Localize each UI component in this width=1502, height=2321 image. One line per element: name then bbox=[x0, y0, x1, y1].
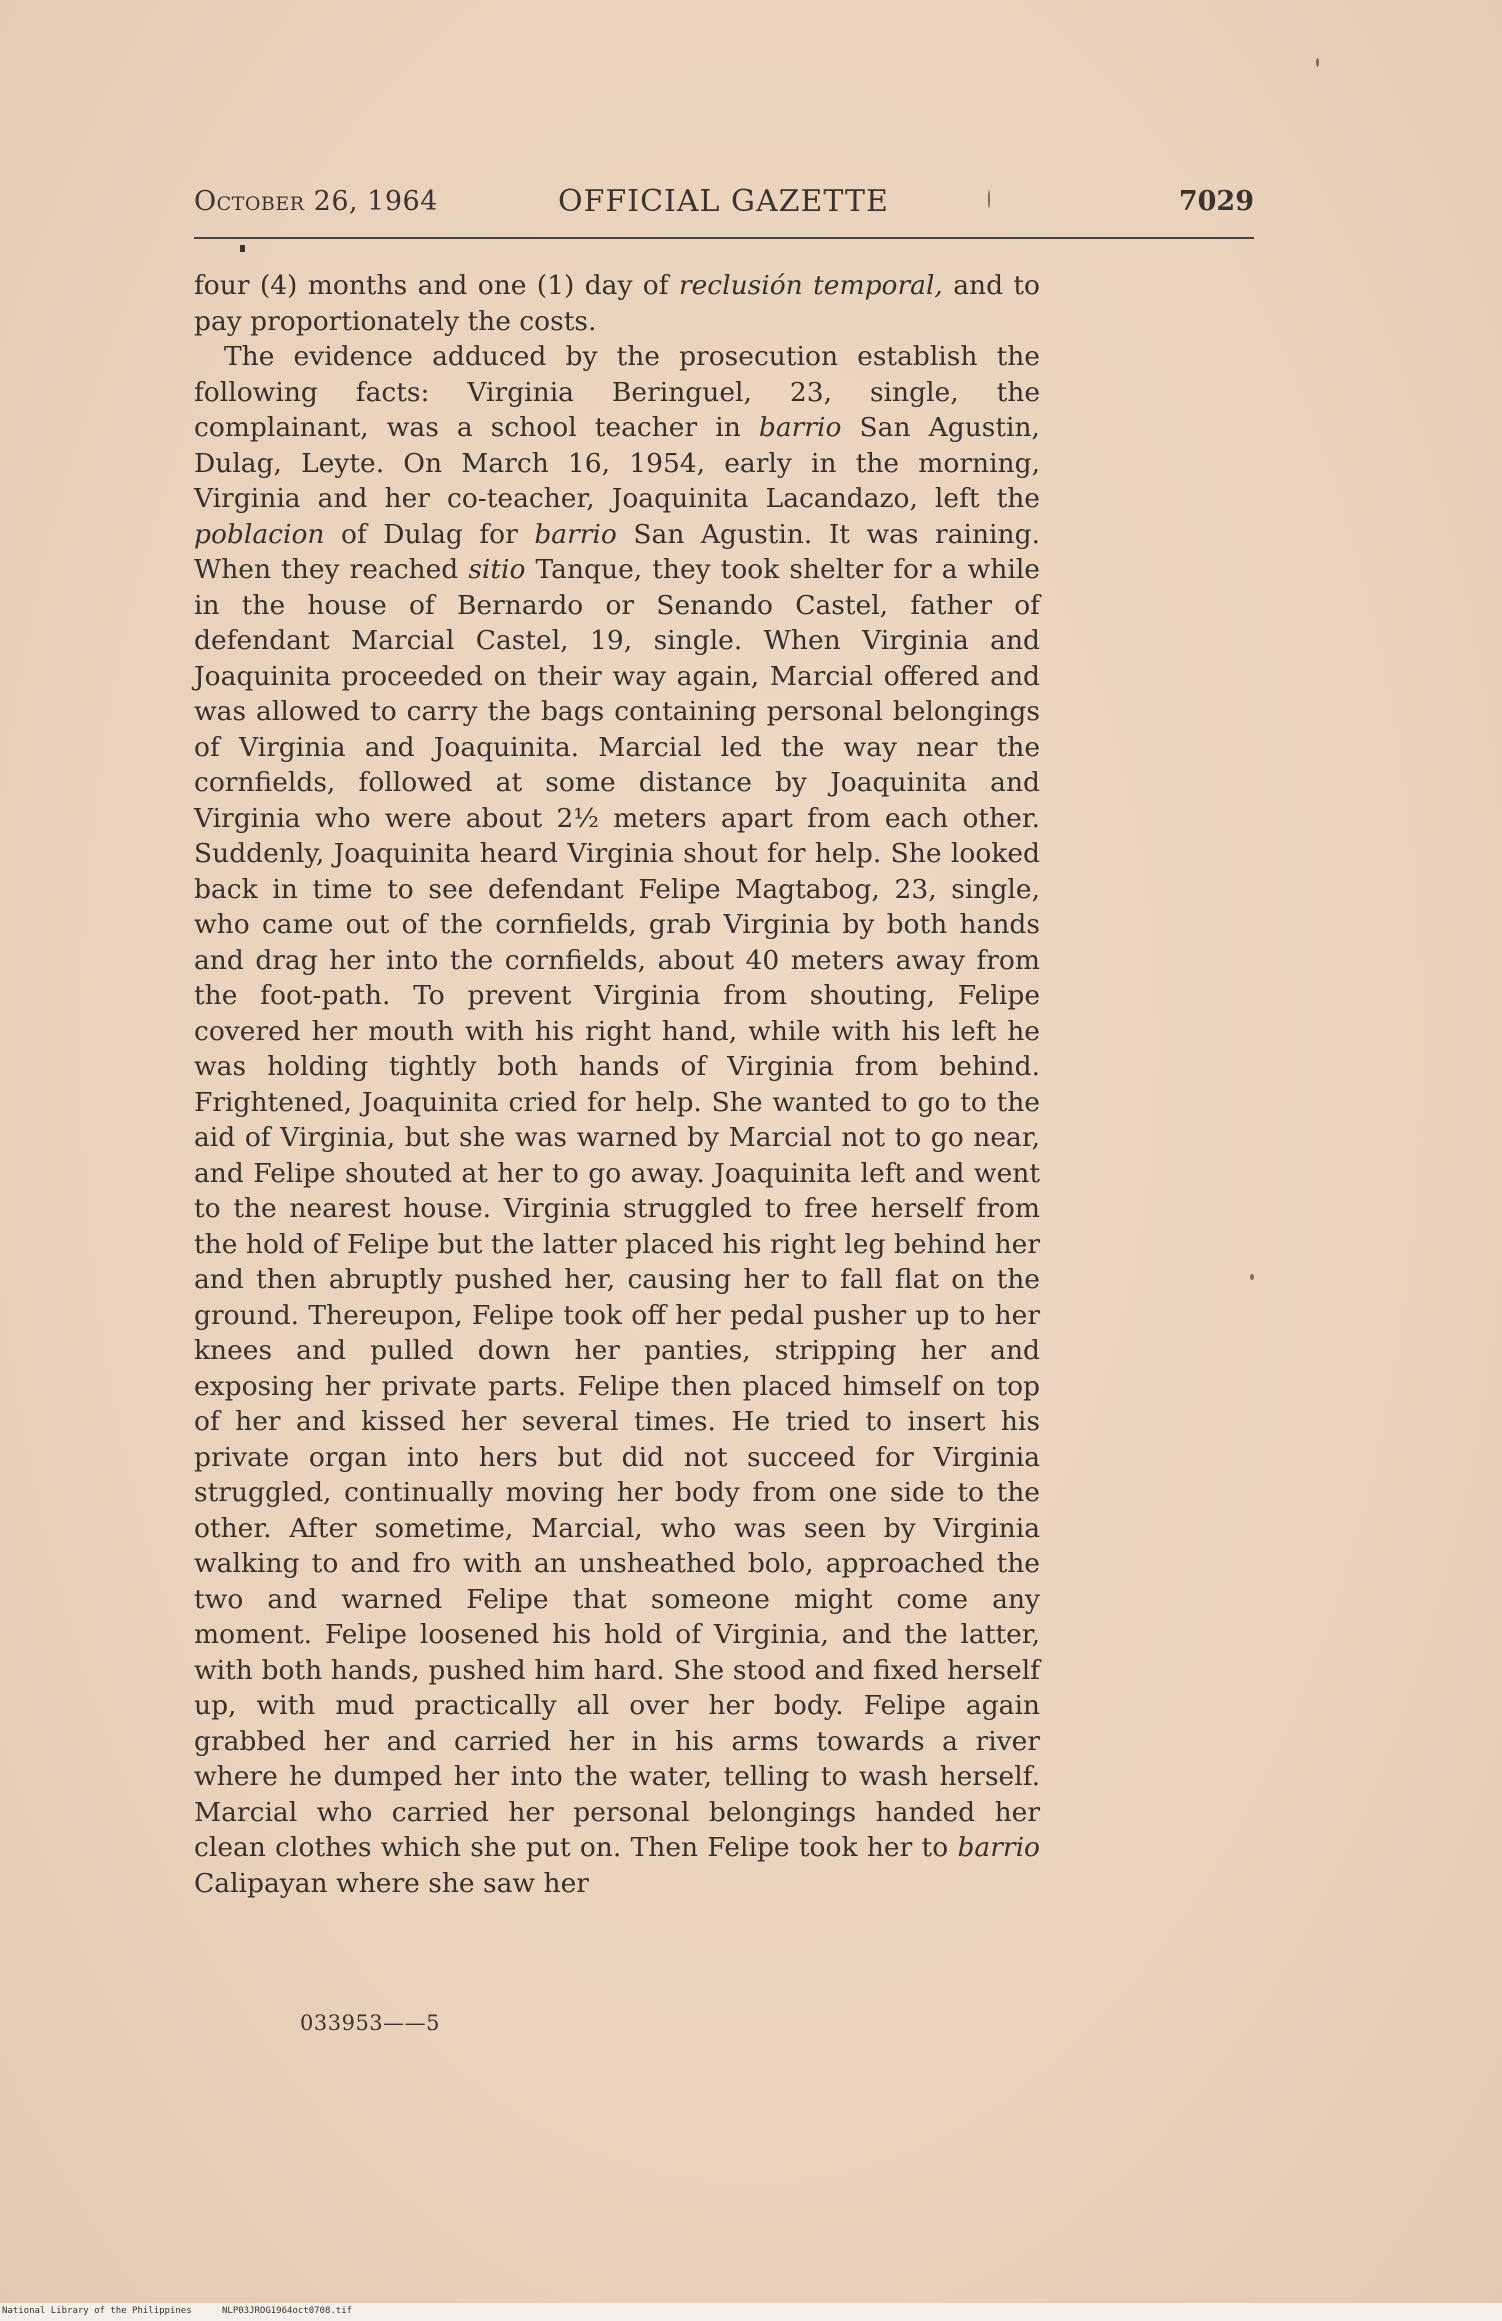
text-run: The evidence adduced by the prosecution establish the following facts: Virginia Beringuel, 23, single, the complainant, was a school teacher in bbox=[194, 341, 1040, 443]
text-run: San Agustin, Dulag, Leyte. On March 16, 1954, early in the morning, Virginia and her co-teacher, Joaquinita Lacandazo, left the bbox=[194, 412, 1040, 514]
page-number: 7029 bbox=[1178, 186, 1254, 217]
publication-title: OFFICIAL GAZETTE bbox=[558, 184, 889, 219]
scan-speck bbox=[988, 190, 990, 208]
scan-library-label: National Library of the Philippines bbox=[2, 2306, 192, 2316]
text-run: four (4) months and one (1) day of bbox=[194, 270, 679, 301]
text-run: and to pay proportionately the costs. bbox=[194, 270, 1041, 337]
paragraph-p1 bbox=[194, 268, 1040, 339]
italic-term: barrio bbox=[534, 518, 617, 550]
text-run: of Dulag for bbox=[324, 518, 535, 550]
scan-speck bbox=[1250, 1274, 1254, 1280]
body-text bbox=[194, 268, 1040, 1901]
print-code: 033953——5 bbox=[300, 2011, 441, 2035]
scan-speck bbox=[1316, 58, 1319, 67]
italic-term: reclusión temporal, bbox=[678, 270, 943, 301]
italic-term: sitio bbox=[468, 554, 526, 585]
italic-term: barrio bbox=[758, 412, 842, 443]
paragraph-p2 bbox=[194, 339, 1040, 1901]
scan-filename: NLP03JROG1964oct0708.tif bbox=[222, 2306, 353, 2316]
text-run: Tanque, they took shelter for a while in the house of Bernardo or Senando Castel, father of defendant Marcial Castel, 19, single. When Virginia and Joaquinita proceeded on their way again, Marcial offered and was allowed to carry the bags containing personal belongings of Virginia and Joaquinita. Marcial led the way near the cornfields, followed at some distance by Joaquinita and Virginia who were about 2½ meters apart from each other. Suddenly, Joaquinita heard Virginia shout for help. She looked back in time to see defendant Felipe Magtabog, 23, single, who came out of the cornfields, grab Virginia by both hands and drag her into the cornfields, about 40 meters away from the foot-path. To prevent Virginia from shouting, Felipe covered her mouth with his right hand, while with his left he was holding tightly both hands of Virginia from behind. Frightened, Joaquinita cried for help. She wanted to go to the aid of Virginia, but she was warned by Marcial not to go near, and Felipe shouted at her to go away. Joaquinita left and went to the nearest house. Virginia struggled to free herself from the hold of Felipe but the latter placed his right leg behind her and then abruptly pushed her, causing her to fall flat on the ground. Thereupon, Felipe took off her pedal pusher up to her knees and pulled down her panties, stripping her and exposing her private parts. Felipe then placed himself on top of her and kissed her several times. He tried to insert his private organ into hers but did not succeed for Virginia struggled, continually moving her body from one side to the other. After sometime, Marcial, who was seen by Virginia walking to and fro with an unsheathed bolo, approached the two and warned Felipe that someone might come any moment. Felipe loosened his hold of Virginia, and the latter, with both hands, pushed him hard. She stood and fixed herself up, with mud practically all over her body. Felipe again grabbed her and carried her in his arms towards a river where he dumped her into the water, telling to wash herself. Marcial who carried her personal belongings handed her clean clothes which she put on. Then Felipe took her to bbox=[194, 554, 1040, 1863]
italic-term: barrio bbox=[957, 1832, 1040, 1863]
issue-date: October 26, 1964 bbox=[194, 186, 438, 217]
italic-term: poblacion bbox=[194, 518, 325, 550]
rule-mark bbox=[240, 245, 245, 252]
text-run: San Agustin. It was raining. When they reached bbox=[194, 518, 1040, 585]
header-rule bbox=[194, 237, 1254, 239]
text-run: Calipayan where she saw her bbox=[194, 1867, 589, 1899]
running-header bbox=[194, 186, 1254, 230]
